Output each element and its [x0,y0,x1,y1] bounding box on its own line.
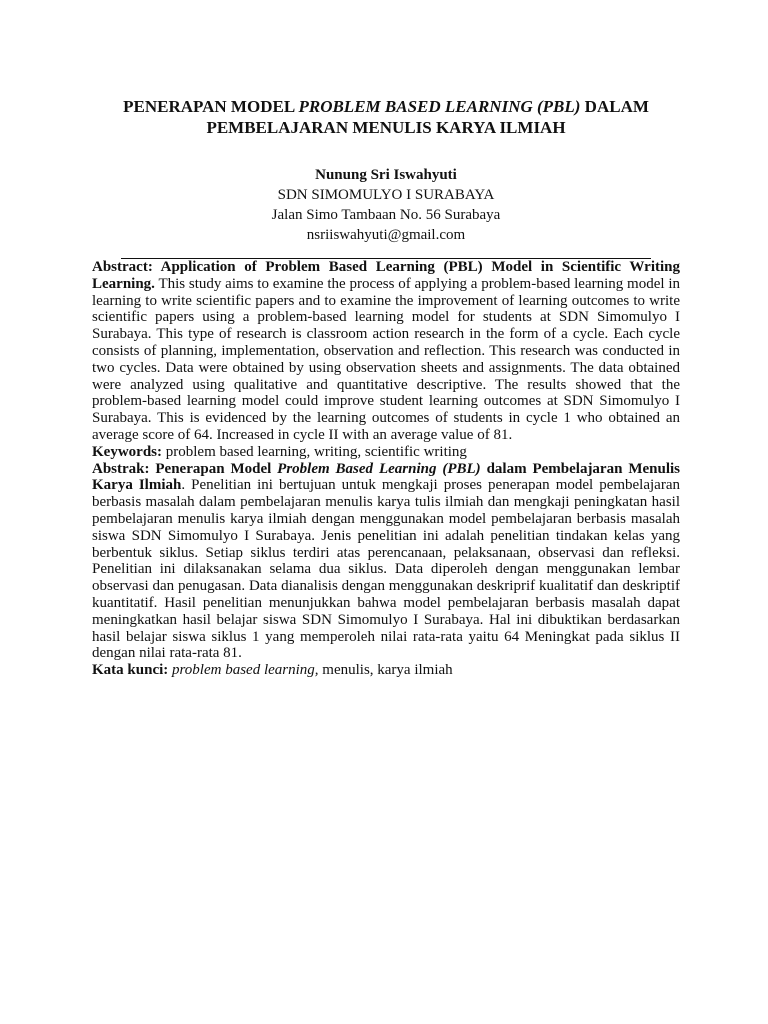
abstract-indonesian-lead-start: Abstrak: Penerapan Model [92,460,278,477]
keywords-indonesian [92,662,680,679]
abstract-english-body: This study aims to examine the process of applying a problem-based learning model in learning to write scientific papers and to examine the improvement of learning outcomes to write scientific papers using a problem-based learning model for students at SDN Simomulyo I Surabaya. This type of research is classroom action research in the form of a cycle. Each cycle consists of planning, implementation, observation and reflection. This research was conducted in two cycles. Data were obtained by using observation sheets and assignments. The data obtained were analyzed using qualitative and quantitative descriptive. The results showed that the problem-based learning model could improve student learning outcomes at SDN Simomulyo I Surabaya. This is evidenced by the learning outcomes of students in cycle 1 who obtained an average score of 64. Increased in cycle II with an average value of 81. [92,275,680,443]
keywords-indonesian-italic: problem based learning, [168,662,319,679]
title-line-2: PEMBELAJARAN MENULIS KARYA ILMIAH [206,118,566,137]
paper-page [92,96,695,679]
author-name: Nunung Sri Iswahyuti [315,167,457,183]
title-line-1 [92,96,680,117]
title-line-1-italic: PROBLEM BASED LEARNING (PBL) [298,97,581,116]
author-institution: SDN SIMOMULYO I SURABAYA [277,187,495,203]
keywords-english-label: Keywords: [92,443,162,460]
abstract-english-lead: Abstract: Application of Problem Based Learning (PBL) Model in Scientific Writing Learning. [92,259,680,292]
abstract-english [92,259,680,444]
title-line-1-end: DALAM [580,97,649,116]
abstract-indonesian-body: . Penelitian ini bertujuan untuk mengkaji proses penerapan model pembelajaran berbasis masalah dalam pembelajaran menulis karya tulis ilmiah dan mengkaji peningkatan hasil pembelajaran menulis karya ilmiah dengan menggunakan model pembelajaran berbasis masalah siswa SDN Simomulyo I Surabaya. Jenis penelitian ini adalah penelitian tindakan kelas yang berbentuk siklus. Setiap siklus terdiri atas perencanaan, pelaksanaan, observasi dan refleksi. Penelitian ini dilaksanakan selama dua siklus. Data diperoleh dengan menggunakan lembar observasi dan penugasan. Data dianalisis dengan menggunakan deskriprif kualitatif dan deskriptif kuantitatif. Hasil penelitian menunjukkan bahwa model pembelajaran berbasis masalah dapat meningkatkan hasil belajar siswa SDN Simomulyo I Surabaya. Hal ini dibuktikan berdasarkan hasil belajar siswa siklus 1 yang memperoleh nilai rata-rata yaitu 64 Meningkat pada siklus II dengan nilai rata-rata 81. [92,477,695,662]
author-address: Jalan Simo Tambaan No. 56 Surabaya [271,207,501,223]
keywords-english [92,444,680,461]
abstract-indonesian-lead-end: dalam Pembelajaran Menulis Karya Ilmiah [92,460,680,494]
keywords-english-text: problem based learning, writing, scientific writing [162,443,467,460]
keywords-indonesian-label: Kata kunci: [92,662,169,679]
abstract-indonesian-lead-italic: Problem Based Learning (PBL) [277,460,481,477]
keywords-indonesian-text: menulis, karya ilmiah [318,662,453,679]
title-line-1-start: PENERAPAN MODEL [123,97,299,116]
author-block [92,165,680,245]
author-email: nsriiswahyuti@gmail.com [306,227,466,243]
abstract-indonesian [92,460,695,663]
paper-title [92,96,680,138]
